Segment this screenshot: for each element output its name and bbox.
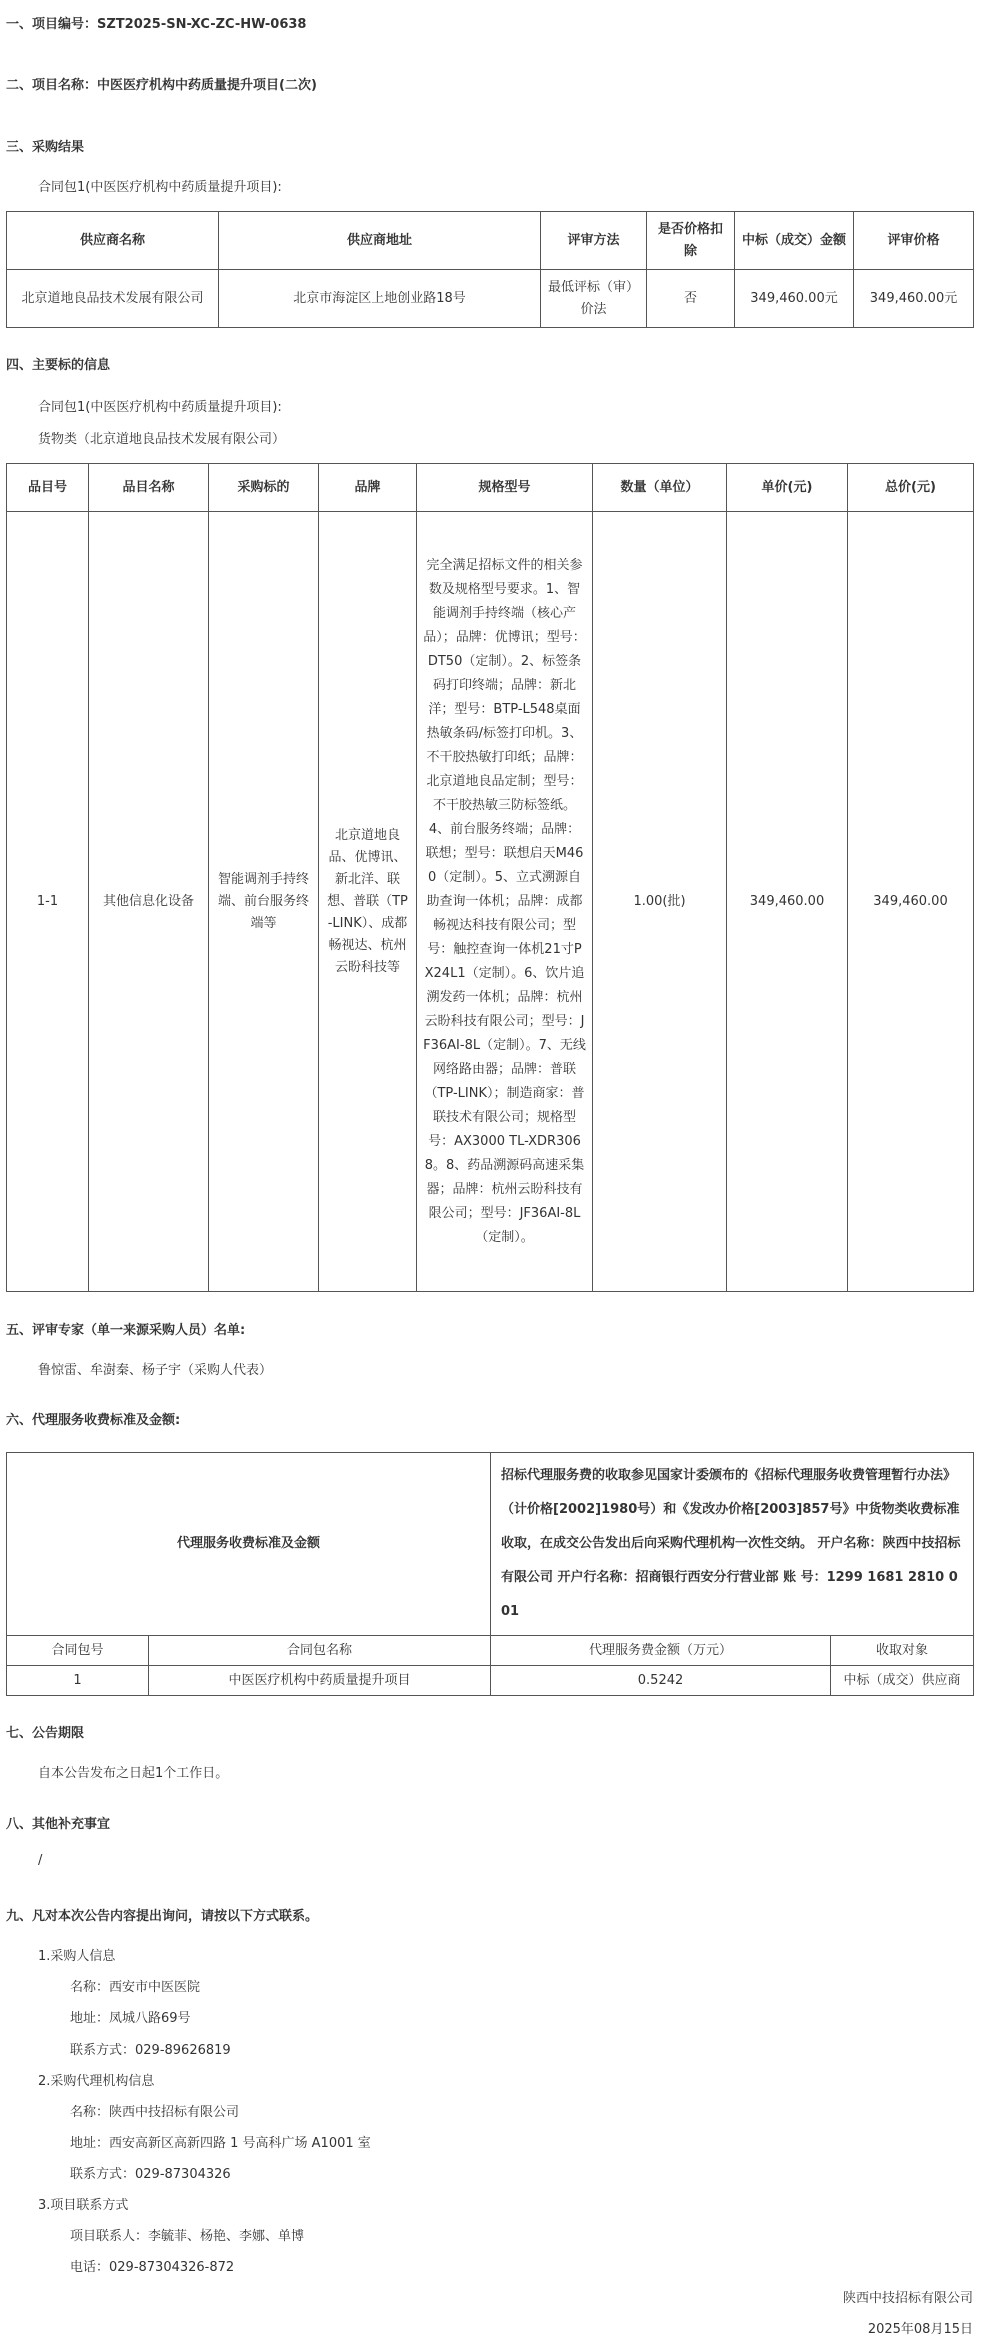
result-header-supplier: 供应商名称 <box>7 212 219 270</box>
item-name: 其他信息化设备 <box>89 512 209 1292</box>
items-header-qty: 数量（单位） <box>593 464 727 512</box>
items-header-total: 总价(元) <box>848 464 974 512</box>
notice-period-text: 自本公告发布之日起1个工作日。 <box>38 1766 229 1781</box>
agent-address: 地址：西安高新区高新四路 1 号高科广场 A1001 室 <box>70 2136 371 2151</box>
buyer-address: 地址：凤城八路69号 <box>70 2011 191 2026</box>
result-header-amount: 中标（成交）金额 <box>735 212 854 270</box>
footer-date: 2025年08月15日 <box>867 2322 973 2337</box>
items-header-name: 品目名称 <box>89 464 209 512</box>
result-supplier: 北京道地良品技术发展有限公司 <box>7 270 219 328</box>
items-package-label: 合同包1(中医医疗机构中药质量提升项目): <box>38 400 282 415</box>
result-header-deduction: 是否价格扣除 <box>647 212 735 270</box>
fee-header-package-no: 合同包号 <box>7 1636 149 1666</box>
result-method: 最低评标（审）价法 <box>541 270 647 328</box>
agent-title: 2.采购代理机构信息 <box>38 2074 155 2089</box>
table-row <box>7 1666 974 1696</box>
agency-fee-label: 代理服务收费标准及金额 <box>7 1453 491 1636</box>
result-review-price: 349,460.00元 <box>854 270 974 328</box>
section-project-name: 二、项目名称：中医医疗机构中药质量提升项目(二次) <box>6 78 317 93</box>
project-contact-people: 项目联系人：李毓菲、杨艳、李娜、单博 <box>70 2229 305 2244</box>
items-header-target: 采购标的 <box>209 464 319 512</box>
footer-organization: 陕西中技招标有限公司 <box>842 2291 973 2306</box>
items-header-no: 品目号 <box>7 464 89 512</box>
item-unit-price: 349,460.00 <box>727 512 848 1292</box>
section-contacts: 九、凡对本次公告内容提出询问，请按以下方式联系。 <box>6 1909 319 1924</box>
agent-name: 名称：陕西中技招标有限公司 <box>70 2105 240 2120</box>
buyer-name: 名称：西安市中医医院 <box>70 1980 201 1995</box>
section-procurement-result: 三、采购结果 <box>6 140 85 155</box>
result-header-review-price: 评审价格 <box>854 212 974 270</box>
item-spec: 完全满足招标文件的相关参数及规格型号要求。1、智能调剂手持终端（核心产品）；品牌：优博讯；型号：DT50（定制）。2、标签条码打印终端；品牌：新北洋；型号：BTP-L548桌面热敏条码/标签打印机。3、不干胶热敏打印纸；品牌：北京道地良品定制；型号：不干胶热敏三防标签纸。4、前台服务终端；品牌：联想；型号：联想启天M460（定制）。5、立式溯源自助查询一体机；品牌：成都畅视达科技有限公司；型号：触控查询一体机21寸PX24L1（定制）。6、饮片追溯发药一体机；品牌：杭州云盼科技有限公司；型号：JF36AI-8L（定制）。7、无线网络路由器；品牌：普联（TP-LINK）；制造商家：普联技术有限公司；规格型号：AX3000 TL-XDR3068。8、药品溯源码高速采集器；品牌：杭州云盼科技有限公司；型号：JF36AI-8L（定制）。 <box>417 512 593 1292</box>
result-address: 北京市海淀区上地创业路18号 <box>219 270 541 328</box>
table-row <box>7 512 974 1292</box>
items-table-header-row <box>7 464 974 512</box>
item-target: 智能调剂手持终端、前台服务终端等 <box>209 512 319 1292</box>
section-experts: 五、评审专家（单一来源采购人员）名单: <box>6 1323 246 1338</box>
agency-fee-notice-row <box>7 1453 974 1636</box>
items-header-spec: 规格型号 <box>417 464 593 512</box>
table-row <box>7 270 974 328</box>
agent-phone: 联系方式：029-87304326 <box>70 2167 231 2182</box>
section-other-matters: 八、其他补充事宜 <box>6 1817 111 1832</box>
experts-list: 鲁惊雷、牟澍秦、杨子宇（采购人代表） <box>38 1363 273 1378</box>
item-brand: 北京道地良品、优博讯、新北洋、联想、普联（TP-LINK）、成都畅视达、杭州云盼科技等 <box>319 512 417 1292</box>
buyer-title: 1.采购人信息 <box>38 1949 116 1964</box>
section-notice-period: 七、公告期限 <box>6 1726 85 1741</box>
section-main-items: 四、主要标的信息 <box>6 358 111 373</box>
project-contact-title: 3.项目联系方式 <box>38 2198 129 2213</box>
agency-fee-header-row <box>7 1636 974 1666</box>
buyer-phone: 联系方式：029-89626819 <box>70 2043 231 2058</box>
other-matters-text: / <box>38 1853 43 1868</box>
agency-fee-table <box>6 1452 974 1696</box>
result-table <box>6 211 974 328</box>
fee-package-no: 1 <box>7 1666 149 1696</box>
fee-header-payer: 收取对象 <box>831 1636 974 1666</box>
result-header-address: 供应商地址 <box>219 212 541 270</box>
fee-amount: 0.5242 <box>491 1666 831 1696</box>
items-header-unit-price: 单价(元) <box>727 464 848 512</box>
item-qty: 1.00(批) <box>593 512 727 1292</box>
section-agency-fee: 六、代理服务收费标准及金额: <box>6 1413 181 1428</box>
result-deduction: 否 <box>647 270 735 328</box>
fee-header-package-name: 合同包名称 <box>149 1636 491 1666</box>
items-table <box>6 463 974 1292</box>
fee-package-name: 中医医疗机构中药质量提升项目 <box>149 1666 491 1696</box>
result-header-method: 评审方法 <box>541 212 647 270</box>
fee-payer: 中标（成交）供应商 <box>831 1666 974 1696</box>
section-project-number: 一、项目编号：SZT2025-SN-XC-ZC-HW-0638 <box>6 17 307 32</box>
result-package-label: 合同包1(中医医疗机构中药质量提升项目): <box>38 180 282 195</box>
item-no: 1-1 <box>7 512 89 1292</box>
agency-fee-notice: 招标代理服务费的收取参见国家计委颁布的《招标代理服务收费管理暂行办法》（计价格[2002]1980号）和《发改办价格[2003]857号》中货物类收费标准收取，在成交公告发出后向采购代理机构一次性交纳。 开户名称：陕西中技招标有限公司 开户行名称：招商银行西安分行营业部 账 号：1299 1681 2810 001 <box>491 1453 974 1636</box>
fee-header-amount: 代理服务费金额（万元） <box>491 1636 831 1666</box>
project-contact-phone: 电话：029-87304326-872 <box>70 2260 235 2275</box>
items-category-label: 货物类（北京道地良品技术发展有限公司） <box>38 432 286 447</box>
result-amount: 349,460.00元 <box>735 270 854 328</box>
items-header-brand: 品牌 <box>319 464 417 512</box>
result-table-header-row <box>7 212 974 270</box>
item-total: 349,460.00 <box>848 512 974 1292</box>
